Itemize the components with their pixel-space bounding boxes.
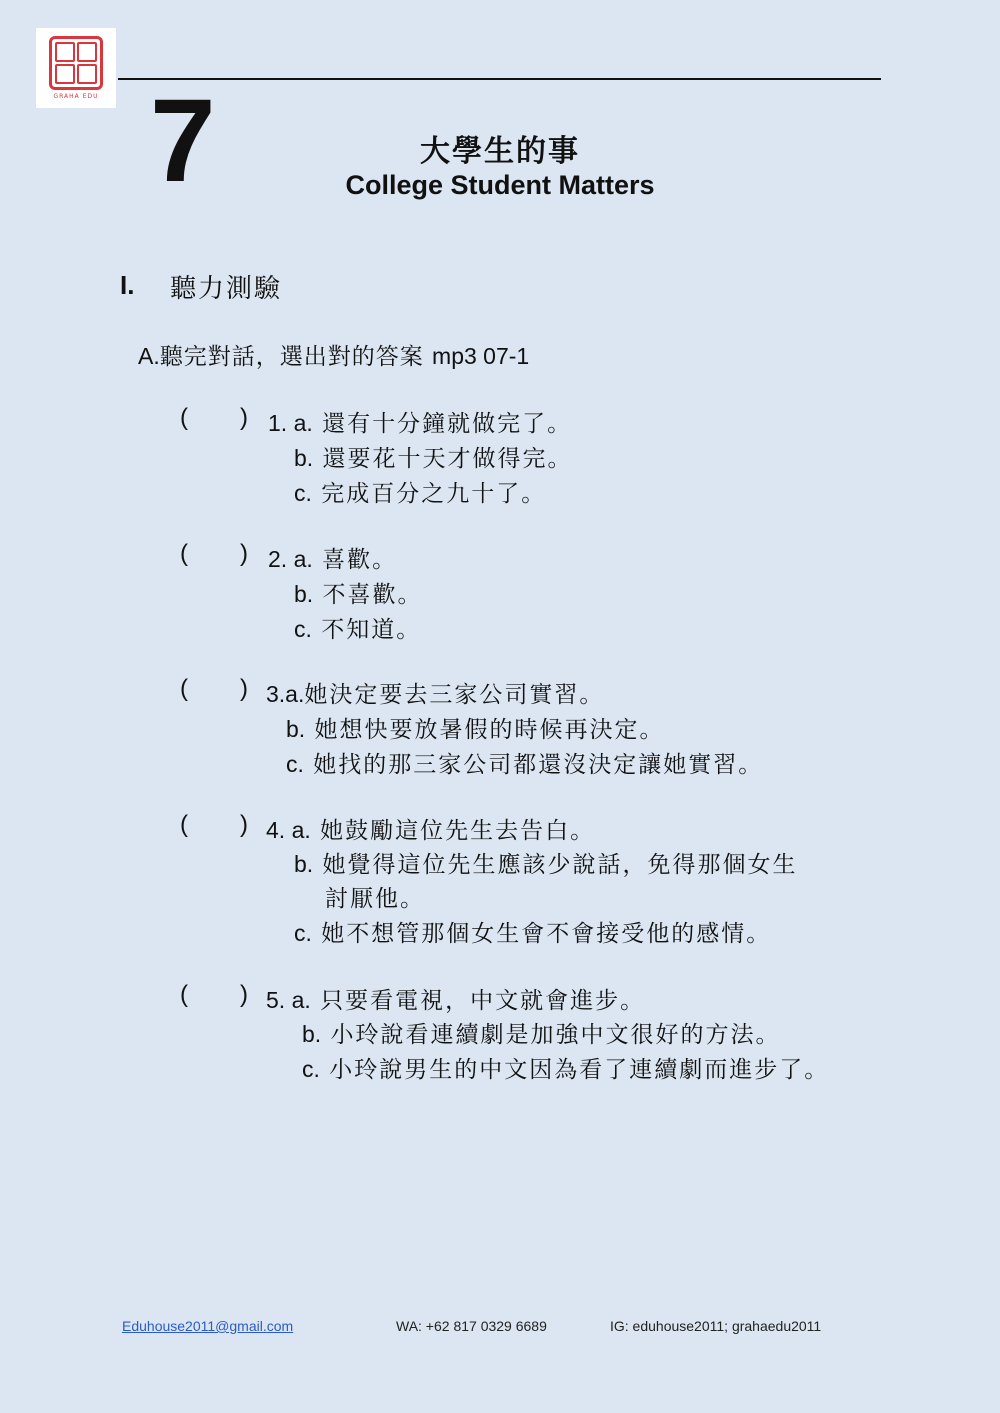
section-number: I. [120, 270, 135, 300]
answer-blank-open: ( [180, 404, 188, 431]
chapter-title-english: College Student Matters [345, 170, 655, 200]
question-1-option-b: b. 還要花十天才做得完。 [294, 445, 573, 472]
footer-email-link[interactable]: Eduhouse2011@gmail.com [122, 1318, 294, 1334]
logo-seal-icon [49, 36, 103, 90]
question-2-option-c: c. 不知道。 [294, 616, 422, 643]
question-4-option-c: c. 她不想管那個女生會不會接受他的感情。 [294, 920, 772, 947]
question-2-option-b: b. 不喜歡。 [294, 581, 423, 608]
question-1-option-a: 1. a. 還有十分鐘就做完了。 [268, 410, 573, 437]
logo [36, 28, 116, 108]
chapter-number: 7 [150, 75, 216, 207]
question-5-option-c: c. 小玲說男生的中文因為看了連續劇而進步了。 [302, 1056, 830, 1083]
answer-blank-open: ( [180, 981, 188, 1008]
question-5-option-a: 5. a. 只要看電視，中文就會進步。 [266, 987, 646, 1014]
question-3-option-c: c. 她找的那三家公司都還沒決定讓她實習。 [286, 751, 764, 778]
header-rule [118, 78, 881, 80]
audio-track-label: mp3 07-1 [432, 343, 530, 369]
answer-blank-close: ) [240, 404, 248, 431]
question-2-option-a: 2. a. 喜歡。 [268, 546, 398, 573]
question-4-option-b-continuation: 討厭他。 [325, 886, 425, 912]
question-5-option-b: b. 小玲說看連續劇是加強中文很好的方法。 [302, 1021, 781, 1048]
footer-whatsapp: WA: +62 817 0329 6689 [396, 1318, 547, 1334]
answer-blank-close: ) [240, 675, 248, 702]
question-1-option-c: c. 完成百分之九十了。 [294, 480, 547, 507]
answer-blank-close: ) [240, 811, 248, 838]
answer-blank-close: ) [240, 981, 248, 1008]
answer-blank-open: ( [180, 540, 188, 567]
answer-blank-close: ) [240, 540, 248, 567]
chapter-title-chinese: 大學生的事 [420, 134, 580, 169]
question-4-option-b: b. 她覺得這位先生應該少說話，免得那個女生 [294, 851, 798, 878]
answer-blank-open: ( [180, 811, 188, 838]
part-instruction [138, 338, 529, 371]
part-letter: A. [138, 343, 160, 369]
logo-caption: GRAHA EDU [53, 93, 99, 100]
question-4-option-a: 4. a. 她鼓勵這位先生去告白。 [266, 817, 596, 844]
question-3-option-a: 3.a.她決定要去三家公司實習。 [266, 681, 605, 708]
footer-instagram: IG: eduhouse2011; grahaedu2011 [610, 1318, 822, 1334]
section-title: 聽力測驗 [170, 274, 283, 304]
question-3-option-b: b. 她想快要放暑假的時候再決定。 [286, 716, 665, 743]
instruction-text: 聽完對話，選出對的答案 [159, 344, 424, 370]
answer-blank-open: ( [180, 675, 188, 702]
